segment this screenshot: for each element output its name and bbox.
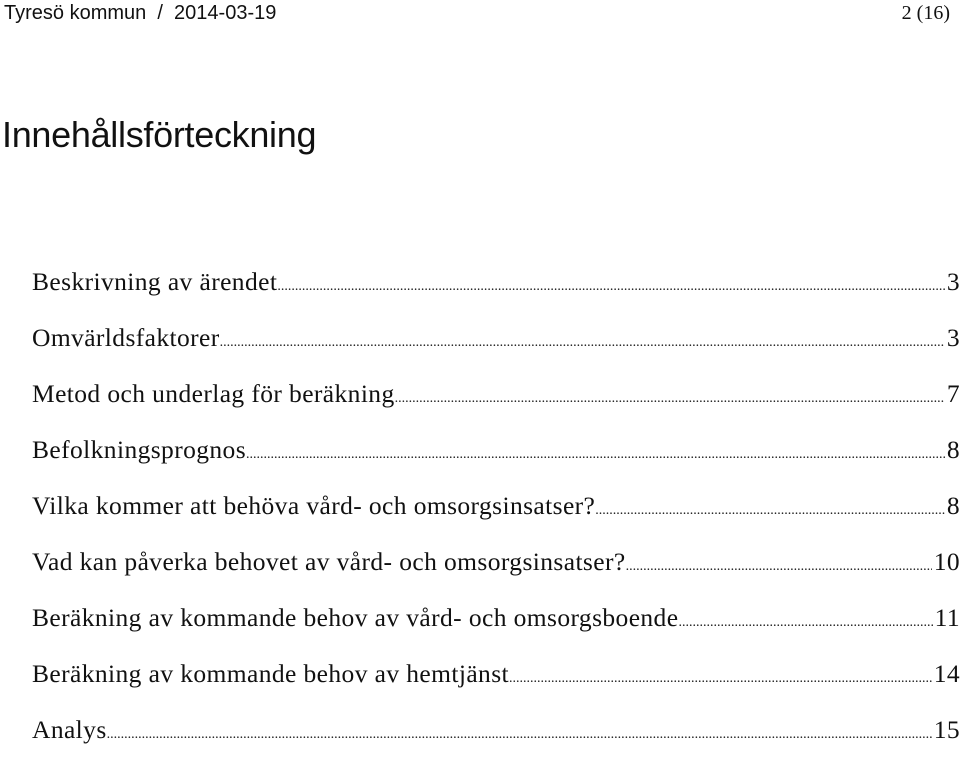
- toc-dot-leader: [395, 374, 945, 419]
- toc-entry-label: Befolkningsprognos: [32, 435, 247, 464]
- toc-entry-analys[interactable]: [32, 710, 960, 766]
- toc-dot-leader: [509, 654, 932, 699]
- toc-entry-vilka-kommer[interactable]: [32, 486, 960, 542]
- toc-entry-label: Metod och underlag för beräkning: [32, 379, 395, 408]
- toc-dot-leader: [678, 598, 932, 643]
- toc-entry-page: 3: [946, 323, 960, 352]
- table-of-contents: [32, 262, 960, 766]
- toc-entry-metod[interactable]: [32, 374, 960, 430]
- toc-dot-leader: [277, 262, 945, 307]
- toc-entry-label: Beräkning av kommande behov av hemtjänst: [32, 659, 510, 688]
- toc-entry-label: Omvärldsfaktorer: [32, 323, 220, 352]
- toc-entry-page: 7: [946, 379, 960, 408]
- toc-entry-label: Beskrivning av ärendet: [32, 267, 278, 296]
- toc-entry-page: 15: [933, 715, 960, 744]
- toc-dot-leader: [107, 710, 932, 755]
- toc-entry-page: 11: [934, 603, 960, 632]
- toc-entry-label: Analys: [32, 715, 107, 744]
- toc-entry-page: 10: [933, 547, 960, 576]
- toc-entry-page: 3: [946, 267, 960, 296]
- toc-entry-berakning-hemtjanst[interactable]: [32, 654, 960, 710]
- page-number: 2 (16): [901, 2, 950, 24]
- toc-entry-label: Vilka kommer att behöva vård- och omsorgsinsatser?: [32, 491, 596, 520]
- page-title: Innehållsförteckning: [2, 114, 317, 155]
- toc-entry-vad-kan-paverka[interactable]: [32, 542, 960, 598]
- toc-entry-page: 14: [933, 659, 960, 688]
- toc-entry-page: 8: [946, 491, 960, 520]
- toc-entry-label: Beräkning av kommande behov av vård- och omsorgsboende: [32, 603, 679, 632]
- page-header: [4, 0, 950, 26]
- toc-entry-omvarldsfaktorer[interactable]: [32, 318, 960, 374]
- toc-entry-beskrivning[interactable]: [32, 262, 960, 318]
- toc-dot-leader: [626, 542, 932, 587]
- toc-entry-page: 8: [946, 435, 960, 464]
- header-municipality-date: Tyresö kommun / 2014-03-19: [4, 2, 277, 24]
- toc-dot-leader: [220, 318, 945, 363]
- toc-entry-label: Vad kan påverka behovet av vård- och omsorgsinsatser?: [32, 547, 626, 576]
- toc-entry-befolkningsprognos[interactable]: [32, 430, 960, 486]
- toc-dot-leader: [595, 486, 945, 531]
- toc-entry-berakning-boende[interactable]: [32, 598, 960, 654]
- toc-dot-leader: [246, 430, 945, 475]
